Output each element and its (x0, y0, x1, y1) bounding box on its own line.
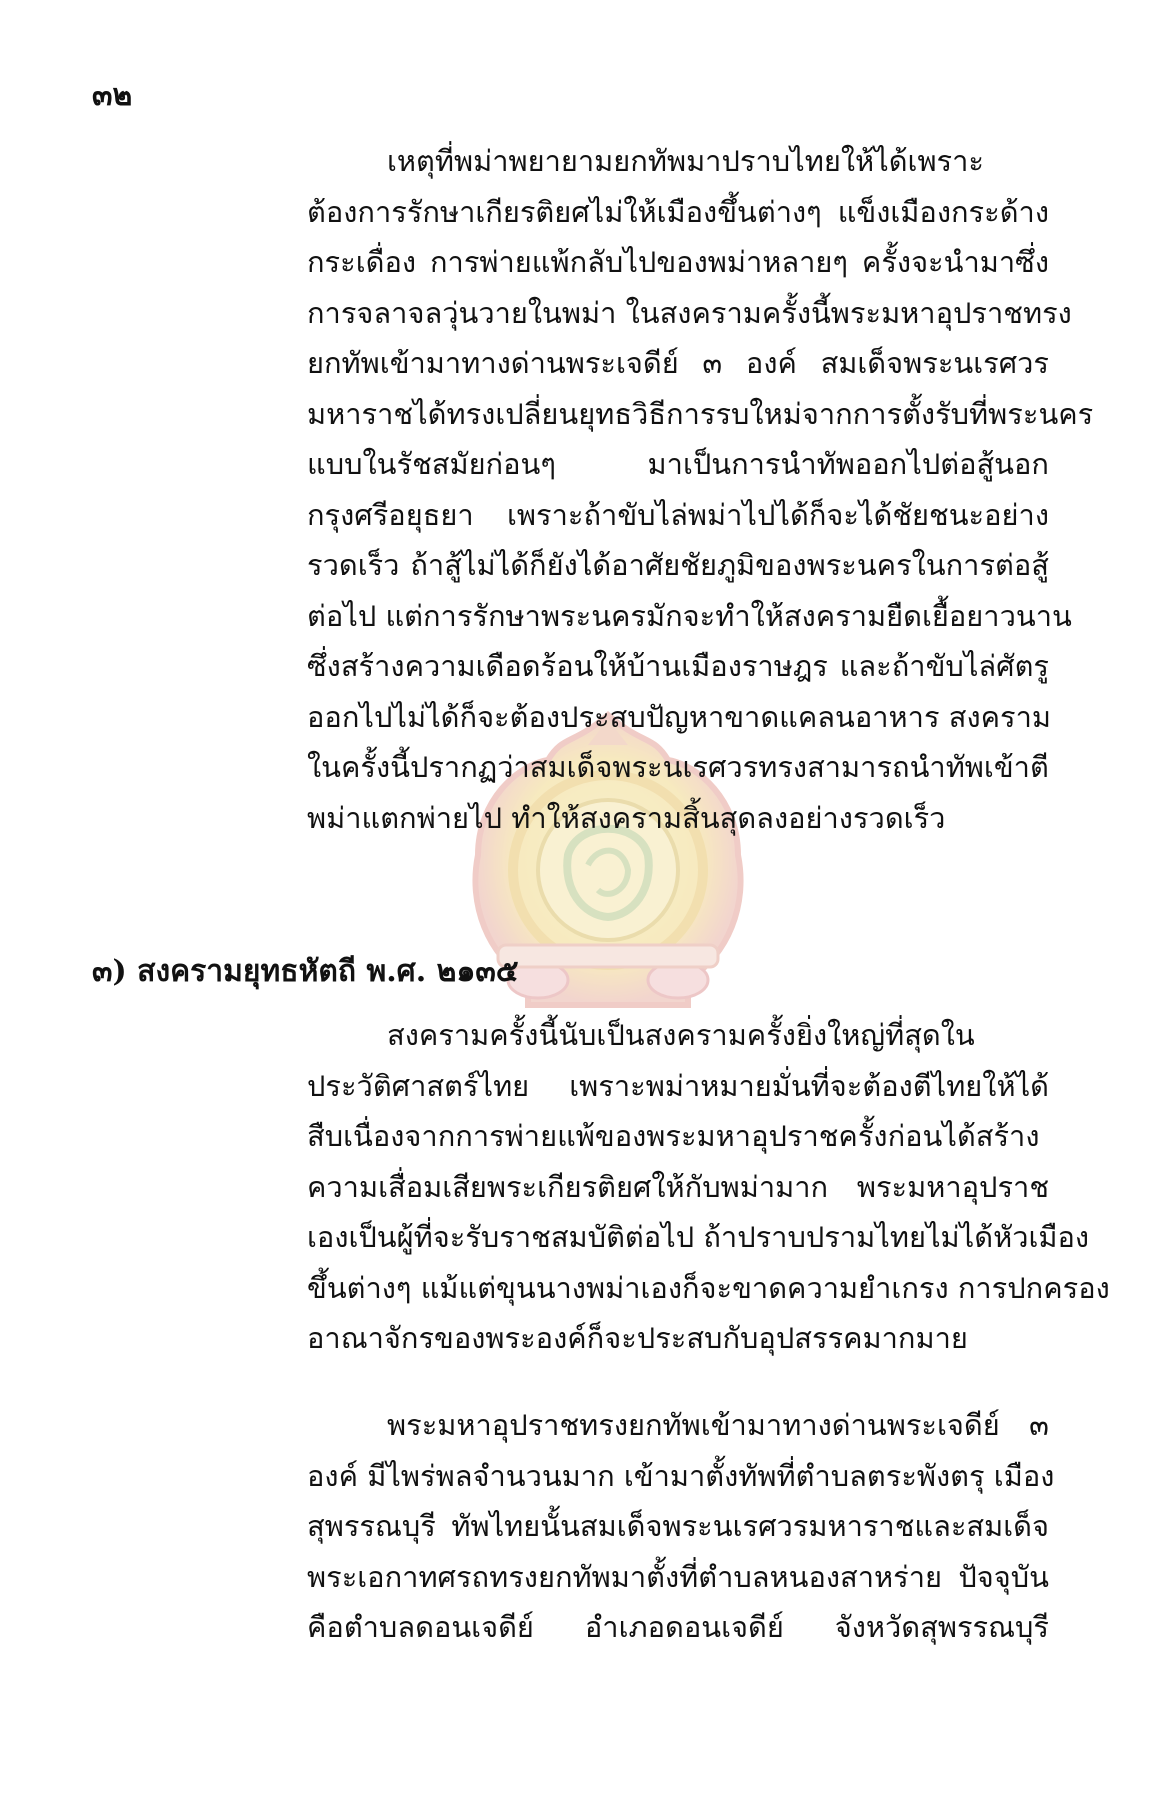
text-line: กระเดื่อง การพ่ายแพ้กลับไปของพม่าหลายๆ ครั้งจะนำมาซึ่ง (307, 245, 1049, 279)
text-line: ในครั้งนี้ปรากฏว่าสมเด็จพระนเรศวรทรงสามารถนำทัพเข้าตี (307, 750, 1049, 784)
text-line: เองเป็นผู้ที่จะรับราชสมบัติต่อไป ถ้าปราบปรามไทยไม่ได้หัวเมือง (307, 1220, 1090, 1254)
text-line: พม่าแตกพ่ายไป ทำให้สงครามสิ้นสุดลงอย่างรวดเร็ว (307, 800, 946, 835)
paragraph-3 (307, 1400, 1055, 1653)
text-line: ยกทัพเข้ามาทางด่านพระเจดีย์ ๓ องค์ สมเด็จพระนเรศวร (307, 346, 1049, 380)
section-heading: ๓) สงครามยุทธหัตถี พ.ศ. ๒๑๓๕ (92, 954, 519, 989)
page-number: ๓๒ (92, 78, 133, 113)
text-line: ประวัติศาสตร์ไทย เพราะพม่าหมายมั่นที่จะต้องตีไทยให้ได้ (307, 1068, 1049, 1103)
text-line: พระเอกาทศรถทรงยกทัพมาตั้งที่ตำบลหนองสาหร่าย ปัจจุบัน (307, 1559, 1049, 1594)
text-line: อาณาจักรของพระองค์ก็จะประสบกับอุปสรรคมากมาย (307, 1321, 968, 1355)
text-line: ซึ่งสร้างความเดือดร้อนให้บ้านเมืองราษฎร และถ้าขับไล่ศัตรู (307, 649, 1049, 683)
text-line: ความเสื่อมเสียพระเกียรติยศให้กับพม่ามาก พระมหาอุปราช (307, 1169, 1049, 1204)
paragraph-2 (307, 1010, 1110, 1364)
text-line: พระมหาอุปราชทรงยกทัพเข้ามาทางด่านพระเจดีย์ ๓ (387, 1408, 1049, 1442)
text-line: แบบในรัชสมัยก่อนๆ มาเป็นการนำทัพออกไปต่อสู้นอก (307, 447, 1049, 481)
text-line: กรุงศรีอยุธยา เพราะถ้าขับไล่พม่าไปได้ก็จะได้ชัยชนะอย่าง (307, 497, 1049, 532)
text-line: การจลาจลวุ่นวายในพม่า ในสงครามครั้งนี้พระมหาอุปราชทรง (307, 295, 1072, 330)
text-line: ขึ้นต่างๆ แม้แต่ขุนนางพม่าเองก็จะขาดความยำเกรง การปกครอง (307, 1270, 1110, 1305)
text-line: ออกไปไม่ได้ก็จะต้องประสบปัญหาขาดแคลนอาหาร สงคราม (307, 699, 1051, 734)
text-line: คือตำบลดอนเจดีย์ อำเภอดอนเจดีย์ จังหวัดสุพรรณบุรี (307, 1610, 1049, 1644)
text-line: สืบเนื่องจากการพ่ายแพ้ของพระมหาอุปราชครั้งก่อนได้สร้าง (307, 1119, 1040, 1153)
text-line: สงครามครั้งนี้นับเป็นสงครามครั้งยิ่งใหญ่ที่สุดใน (387, 1018, 975, 1052)
text-line: รวดเร็ว ถ้าสู้ไม่ได้ก็ยังได้อาศัยชัยภูมิของพระนครในการต่อสู้ (307, 548, 1049, 582)
text-line: องค์ มีไพร่พลจำนวนมาก เข้ามาตั้งทัพที่ตำบลตระพังตรุ เมือง (307, 1458, 1055, 1493)
text-line: ต้องการรักษาเกียรติยศไม่ให้เมืองขึ้นต่างๆ แข็งเมืองกระด้าง (307, 194, 1049, 229)
text-line: เหตุที่พม่าพยายามยกทัพมาปราบไทยให้ได้เพราะ (387, 144, 984, 178)
text-line: ต่อไป แต่การรักษาพระนครมักจะทำให้สงครามยืดเยื้อยาวนาน (307, 598, 1072, 633)
paragraph-1 (307, 136, 1094, 843)
text-line: มหาราชได้ทรงเปลี่ยนยุทธวิธีการรบใหม่จากการตั้งรับที่พระนคร (307, 396, 1094, 431)
text-line: สุพรรณบุรี ทัพไทยนั้นสมเด็จพระนเรศวรมหาราชและสมเด็จ (307, 1509, 1049, 1543)
